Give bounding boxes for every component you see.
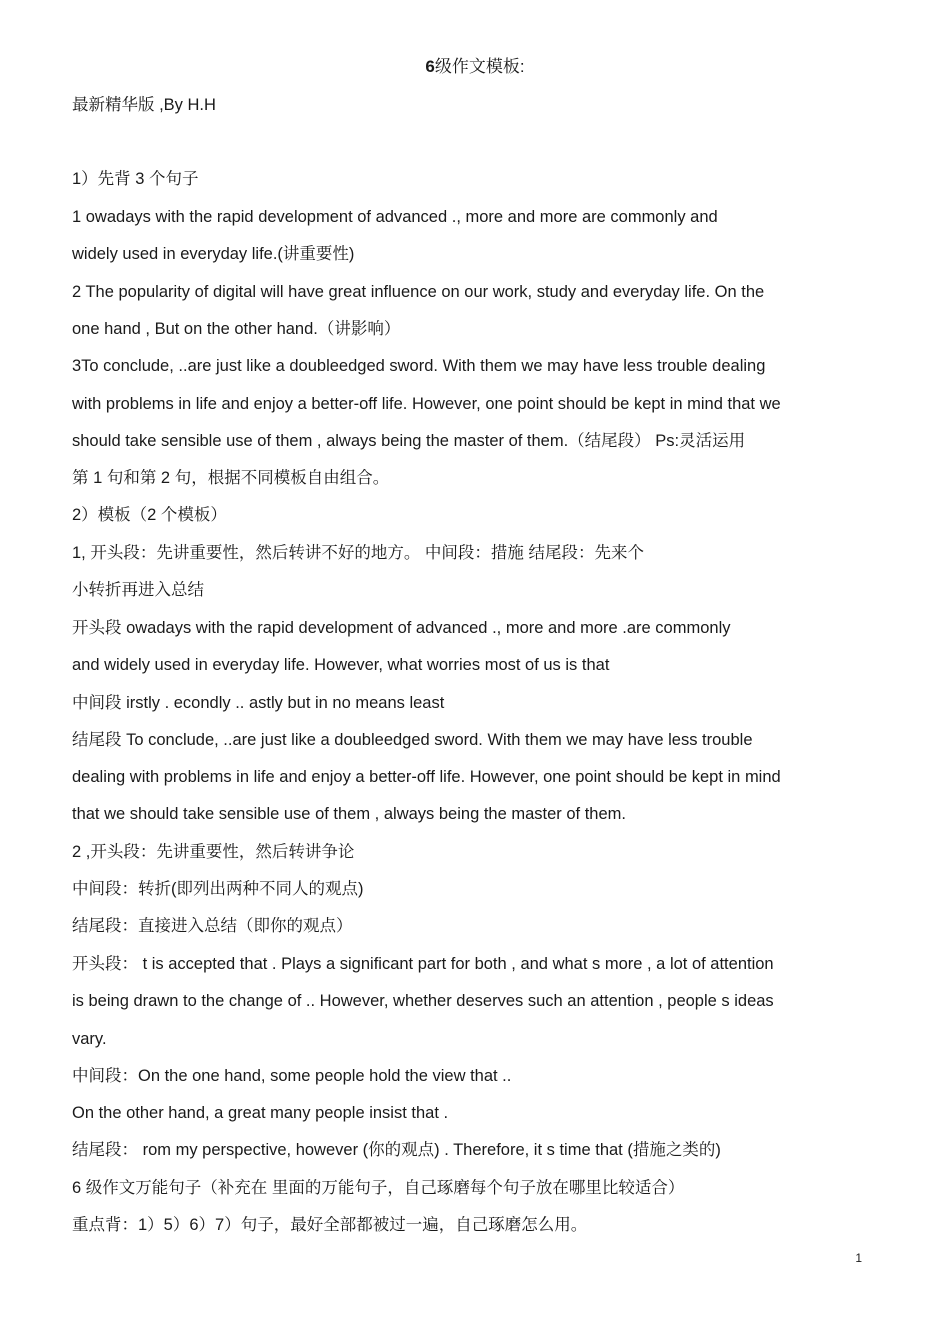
text-line: with problems in life and enjoy a better-off life. However, one point should be kept in mind that we (72, 395, 781, 413)
text-line: is being drawn to the change of .. However, whether deserves such an attention , people s ideas (72, 992, 774, 1010)
text-line: 1 owadays with the rapid development of advanced ., more and more are commonly and (72, 208, 718, 226)
text-line: On the other hand, a great many people insist that . (72, 1104, 449, 1122)
text-line: one hand , But on the other hand.（讲影响） (72, 320, 401, 338)
text-line: 开头段： t is accepted that . Plays a significant part for both , and what s more , a lot of attention (72, 955, 774, 973)
text-line: 2 The popularity of digital will have great influence on our work, study and everyday life. On the (72, 283, 765, 301)
page-title (0, 55, 950, 79)
text-line: should take sensible use of them , always being the master of them.（结尾段） Ps:灵活运用 (72, 432, 746, 450)
text-line: 开头段 owadays with the rapid development of advanced ., more and more .are commonly (72, 619, 731, 637)
text-line: 结尾段 To conclude, ..are just like a doubleedged sword. With them we may have less trouble (72, 731, 753, 749)
text-line: 1, 开头段：先讲重要性，然后转讲不好的地方。 中间段：措施 结尾段：先来个 (72, 544, 645, 562)
text-line: vary. (72, 1030, 107, 1048)
text-line: 结尾段： rom my perspective, however (你的观点) . Therefore, it s time that (措施之类的) (72, 1141, 721, 1159)
text-line: 中间段：On the one hand, some people hold the view that .. (72, 1067, 512, 1085)
page-number: 1 (855, 1251, 862, 1265)
title-text: 级作文模板: (434, 57, 525, 76)
text-line: widely used in everyday life.(讲重要性) (72, 245, 355, 263)
text-line: 2 ,开头段：先讲重要性，然后转讲争论 (72, 843, 355, 861)
section-heading-1: 1）先背 3 个句子 (72, 170, 199, 188)
text-line: 第 1 句和第 2 句，根据不同模板自由组合。 (72, 469, 390, 487)
author-line: 最新精华版 ,By H.H (72, 96, 216, 114)
title-number: 6 (425, 57, 435, 76)
text-line: 小转折再进入总结 (72, 581, 204, 599)
text-line: 中间段：转折(即列出两种不同人的观点) (72, 880, 364, 898)
section-heading-2: 2）模板（2 个模板） (72, 506, 227, 524)
text-line: 6 级作文万能句子（补充在 里面的万能句子，自己琢磨每个句子放在哪里比较适合） (72, 1179, 685, 1197)
text-line: dealing with problems in life and enjoy a better-off life. However, one point should be kept in mind (72, 768, 781, 786)
text-line: 3To conclude, ..are just like a doubleedged sword. With them we may have less trouble dealing (72, 357, 766, 375)
text-line: and widely used in everyday life. However, what worries most of us is that (72, 656, 610, 674)
text-line: 结尾段：直接进入总结（即你的观点） (72, 917, 353, 935)
text-line: 重点背：1）5）6）7）句子，最好全部都被过一遍，自己琢磨怎么用。 (72, 1216, 588, 1234)
text-line: that we should take sensible use of them , always being the master of them. (72, 805, 626, 823)
text-line: 中间段 irstly . econdly .. astly but in no means least (72, 694, 445, 712)
